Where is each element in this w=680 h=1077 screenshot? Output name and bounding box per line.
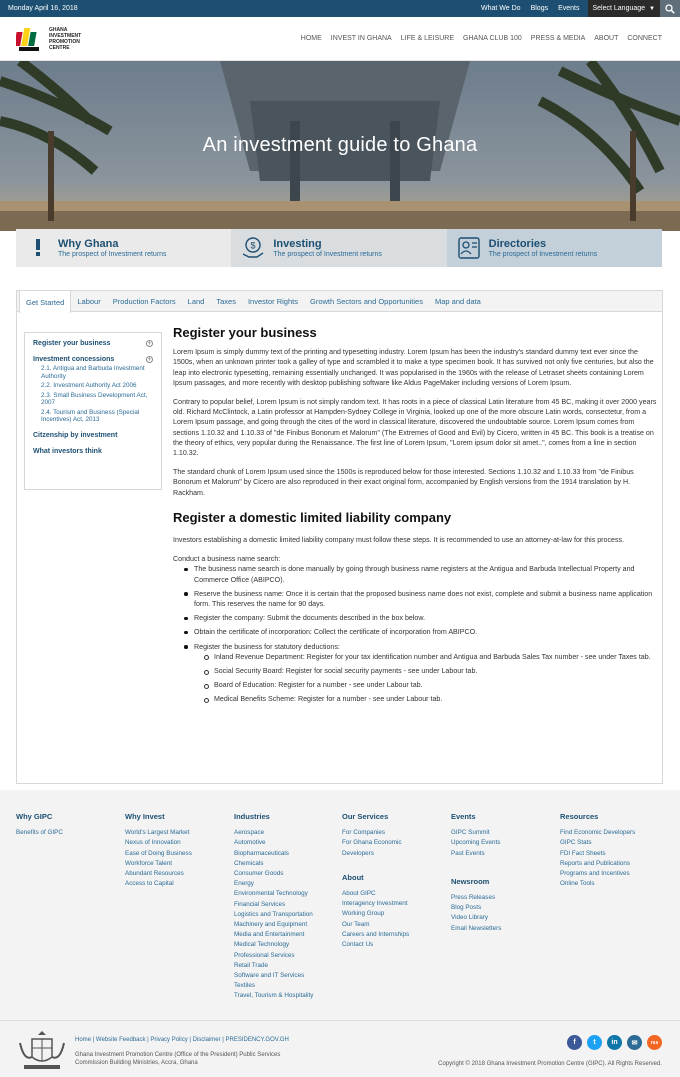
footer-link[interactable]: Access to Capital: [125, 880, 174, 888]
footer-link[interactable]: Reports and Publications: [560, 859, 631, 867]
list-item: Inland Revenue Department: Register for your tax identification number and Antigua and Barbuda Sales Tax number - see under Taxes tab.: [203, 652, 657, 662]
date-label: Monday April 16, 2018: [8, 5, 78, 12]
steps-list: [183, 564, 657, 651]
site-header: [0, 17, 680, 61]
nav-about[interactable]: ABOUT: [594, 35, 619, 42]
sidebar-item-register[interactable]: [33, 340, 153, 347]
footer-link[interactable]: Automotive: [234, 839, 266, 847]
copyright: Copyright © 2018 Ghana Investment Promotion Centre (GIPC). All Rights Reserved.: [438, 1061, 662, 1067]
footer-link[interactable]: Past Events: [451, 849, 485, 857]
tab-investor-rights[interactable]: Investor Rights: [247, 296, 298, 306]
footer-link[interactable]: Consumer Goods: [234, 870, 284, 878]
hero-banner: [0, 61, 680, 231]
paragraph: Contrary to popular belief, Lorem Ipsum is not simply random text. It has roots in a piece of classical Latin literature from 45 BC, making it over 2000 years old. Richard McClintock, a Latin professor at Hampden-Sydney College in Virginia, looked up one of the more obscure Latin words, consectetur, from a Lorem Ipsum passage, and going through the cites of the word in classical literature, discovered the undoubtable source. Lorem Ipsum comes from sections 1.10.32 and 1.10.33 of "de Finibus Bonorum et Malorum" (The Extremes of Good and Evil) by Cicero, written in 45 BC. This book is a treatise on the theory of ethics, very popular during the Renaissance. The first line of Lorem Ipsum, "Lorem ipsum dolor sit amet..", comes from a line in section 1.10.32.: [173, 398, 657, 458]
site-footer: [0, 790, 680, 1020]
sidebar-item-label: Investment concessions: [33, 356, 115, 363]
footer-heading: Why GIPC: [16, 812, 53, 821]
nav-life-leisure[interactable]: LIFE & LEISURE: [400, 35, 455, 42]
footer-link[interactable]: Upcoming Events: [451, 839, 501, 847]
exclamation-icon: [26, 236, 50, 260]
svg-text:$: $: [250, 240, 256, 251]
footer-link[interactable]: Medical Technology: [234, 941, 290, 949]
footer-heading: Newsroom: [451, 876, 490, 886]
paragraph: Investors establishing a domestic limited liability company must follow these steps. It is recommended to use an attorney-at-law for this process.: [173, 536, 625, 545]
blogs-link[interactable]: Blogs: [530, 5, 549, 12]
sidebar-subitem[interactable]: 2.1. Antigua and Barbuda Investment Authority: [41, 365, 145, 380]
card-subtitle: The prospect of Investment returns: [488, 251, 598, 258]
sidebar-item-label: Register your business: [33, 340, 111, 347]
footer-heading: Our Services: [342, 812, 389, 821]
rss-icon[interactable]: rss: [647, 1035, 662, 1050]
main-nav: [292, 35, 662, 42]
search-button[interactable]: [660, 0, 680, 17]
footer-link[interactable]: Professional Services: [234, 951, 295, 959]
footer-link[interactable]: Programs and Incentives: [560, 870, 630, 878]
footer-link[interactable]: Aerospace: [234, 829, 265, 837]
nav-invest-in-ghana[interactable]: INVEST IN GHANA: [330, 35, 392, 42]
address-line: Commission Building Ministries, Accra, Ghana: [75, 1060, 198, 1066]
footer-link[interactable]: For Ghana Economic Developers: [342, 839, 402, 857]
footer-link[interactable]: Find Economic Developers: [560, 829, 636, 837]
footer-link[interactable]: About GIPC: [342, 890, 376, 898]
search-icon: [665, 4, 675, 14]
events-link[interactable]: Events: [558, 5, 580, 12]
sidebar-item-investors-think[interactable]: What investors think: [33, 447, 102, 455]
footer-heading: Events: [451, 812, 476, 821]
footer-link[interactable]: Online Tools: [560, 880, 595, 888]
tab-growth-sectors[interactable]: Growth Sectors and Opportunities: [309, 296, 423, 306]
footer-link[interactable]: Video Library: [451, 914, 488, 922]
email-icon[interactable]: ✉: [627, 1035, 642, 1050]
paragraph: Conduct a business name search:: [173, 555, 281, 564]
top-bar: [0, 0, 680, 17]
footer-link[interactable]: World's Largest Market: [125, 829, 190, 837]
footer-heading: Why Invest: [125, 812, 165, 821]
footer-link[interactable]: Email Newsletters: [451, 924, 502, 932]
tab-production-factors[interactable]: Production Factors: [112, 296, 176, 306]
bottom-bar: [0, 1020, 680, 1077]
footer-link[interactable]: Travel, Tourism & Hospitality: [234, 992, 314, 1000]
sidebar-subitem[interactable]: 2.2. Investment Authority Act 2006: [41, 382, 137, 389]
card-why-ghana[interactable]: [16, 229, 231, 267]
card-title: Why Ghana: [58, 238, 119, 250]
footer-link[interactable]: Chemicals: [234, 859, 264, 867]
tab-map-and-data[interactable]: Map and data: [434, 296, 481, 306]
address-line: Ghana Investment Promotion Centre (Office of the President) Public Services: [75, 1052, 281, 1058]
footer-link[interactable]: FDI Fact Sheets: [560, 849, 606, 857]
gipc-logo[interactable]: [16, 24, 99, 54]
footer-link[interactable]: Retail Trade: [234, 961, 268, 969]
footer-link[interactable]: Logistics and Transportation: [234, 910, 313, 918]
linkedin-icon[interactable]: in: [607, 1035, 622, 1050]
card-title: Directories: [488, 238, 547, 250]
nav-ghana-club-100[interactable]: GHANA CLUB 100: [463, 35, 522, 42]
sidebar-subitem[interactable]: 2.3. Small Business Development Act, 2007: [41, 391, 148, 406]
footer-link[interactable]: Ease of Doing Business: [125, 849, 192, 857]
footer-link[interactable]: Environmental Technology: [234, 890, 308, 898]
coat-of-arms-icon: [16, 1031, 68, 1073]
footer-col-services: [342, 812, 422, 950]
footer-link[interactable]: Energy: [234, 880, 254, 888]
footer-col-events: [451, 812, 501, 934]
section-heading: Register your business: [173, 325, 317, 340]
footer-link[interactable]: Benefits of GIPC: [16, 829, 63, 837]
footer-link[interactable]: Press Releases: [451, 894, 496, 902]
footer-link[interactable]: Financial Services: [234, 900, 286, 908]
nav-home[interactable]: HOME: [300, 35, 322, 42]
language-label: Select Language: [592, 5, 646, 12]
sub-steps-list: [203, 652, 657, 705]
chevron-down-icon: ▼: [649, 5, 655, 12]
footer-heading: Resources: [560, 812, 599, 821]
footer-col-resources: [560, 812, 635, 889]
footer-link[interactable]: Nexus of Innovation: [125, 839, 181, 847]
language-select[interactable]: [588, 0, 661, 17]
footer-link[interactable]: Our Team: [342, 920, 370, 928]
list-item: Register the company: Submit the documents described in the box below.: [183, 613, 657, 623]
sidebar-item-citizenship[interactable]: Citzenship by investment: [33, 431, 118, 439]
card-subtitle: The prospect of Investment returns: [273, 251, 382, 258]
paragraph: The standard chunk of Lorem Ipsum used since the 1500s is reproduced below for those interested. Sections 1.10.32 and 1.10.33 from "de Finibus Bonorum et Malorum" by Cicero are also reproduced in their exact original form, accompanied by English versions from the 1914 translation by H. Rackham.: [173, 468, 634, 497]
footer-col-industries: [234, 812, 313, 1002]
footer-link[interactable]: GIPC Summit: [451, 829, 490, 837]
footer-heading: Industries: [234, 812, 270, 821]
what-we-do-link[interactable]: What We Do: [481, 5, 521, 12]
list-item: Register the business for statutory deductions:: [183, 642, 657, 652]
footer-link[interactable]: Machinery and Equipment: [234, 921, 308, 929]
list-item: Medical Benefits Scheme: Register for a number - see under Labour tab.: [203, 694, 657, 704]
tab-bar: [17, 291, 662, 312]
feature-cards: [16, 229, 662, 267]
gipc-logo-mark: [16, 24, 46, 54]
content-panel: [16, 290, 663, 784]
sidebar-item-concessions[interactable]: [33, 356, 153, 363]
tab-taxes[interactable]: Taxes: [216, 296, 236, 306]
footer-link[interactable]: Textiles: [234, 982, 255, 990]
footer-link[interactable]: Careers and Internships: [342, 930, 410, 938]
social-links: [562, 1035, 662, 1050]
list-item: The business name search is done manually by going through business name registers at the Antigua and Barbuda Intellectual Property and Commerce Office (ABIPCO).: [183, 564, 657, 584]
plus-icon[interactable]: +: [147, 340, 152, 347]
footer-col-invest: [125, 812, 192, 889]
tab-labour[interactable]: Labour: [77, 296, 101, 306]
facebook-icon[interactable]: f: [567, 1035, 582, 1050]
tab-land[interactable]: Land: [187, 296, 205, 306]
card-investing[interactable]: [231, 229, 446, 267]
footer-link[interactable]: Software and IT Services: [234, 972, 305, 980]
footer-link[interactable]: For Companies: [342, 829, 386, 837]
tab-get-started[interactable]: Get Started: [19, 291, 71, 313]
money-hand-icon: [241, 236, 265, 260]
nav-connect[interactable]: CONNECT: [627, 35, 662, 42]
footer-link[interactable]: GIPC Stats: [560, 839, 592, 847]
paragraph: Lorem Ipsum is simply dummy text of the printing and typesetting industry. Lorem Ipsum has been the industry's standard dummy text ever since the 1500s, when an unknown printer took a galley of type and scrambled it to make a type specimen book. It has survived not only five centuries, but also the leap into electronic typesetting, remaining essentially unchanged. It was popularised in the 1960s with the release of Letraset sheets containing Lorem Ipsum passages, and more recently with desktop publishing software like Aldus PageMaker including versions of Lorem Ipsum.: [173, 348, 654, 387]
footer-link[interactable]: Interagency Investment Working Group: [342, 900, 408, 918]
main-content: [173, 325, 657, 705]
nav-press-media[interactable]: PRESS & MEDIA: [530, 35, 586, 42]
bottom-links[interactable]: Home | Website Feedback | Privacy Policy | Disclaimer | PRESIDENCY.GOV.GH: [75, 1037, 289, 1043]
directory-icon: [457, 236, 481, 260]
sidebar-menu: [24, 332, 162, 490]
list-item: Board of Education: Register for a number - see under Labour tab.: [203, 680, 657, 690]
card-directories[interactable]: [447, 229, 662, 267]
footer-heading: About: [342, 872, 364, 882]
plus-icon[interactable]: +: [147, 356, 152, 363]
footer-link[interactable]: Blog Posts: [451, 904, 482, 912]
footer-col-why: [16, 812, 63, 838]
twitter-icon[interactable]: t: [587, 1035, 602, 1050]
card-title: Investing: [273, 238, 322, 250]
list-item: Obtain the certificate of incorporation: Collect the certificate of incorporation from ABIPCO.: [183, 627, 657, 637]
hero-title: An investment guide to Ghana: [202, 134, 478, 156]
list-item: Reserve the business name: Once it is certain that the proposed business name does not exist, complete and submit a business name application form. This reserves the name for 90 days.: [183, 589, 657, 609]
logo-text: GHANA INVESTMENT PROMOTION CENTRE: [49, 26, 82, 51]
footer-link[interactable]: Biopharmaceuticals: [234, 849, 289, 857]
footer-link[interactable]: Abundant Resources: [125, 870, 184, 878]
footer-link[interactable]: Media and Entertainment: [234, 931, 305, 939]
list-item: Social Security Board: Register for social security payments - see under Labour tab.: [203, 666, 657, 676]
sidebar-subitem[interactable]: 2.4. Tourism and Business (Special Incentives) Act, 2013: [41, 408, 140, 423]
footer-link[interactable]: Contact Us: [342, 941, 374, 949]
section-heading: Register a domestic limited liability company: [173, 509, 452, 525]
card-subtitle: The prospect of Investment returns: [58, 251, 167, 258]
footer-link[interactable]: Workforce Talent: [125, 859, 173, 867]
